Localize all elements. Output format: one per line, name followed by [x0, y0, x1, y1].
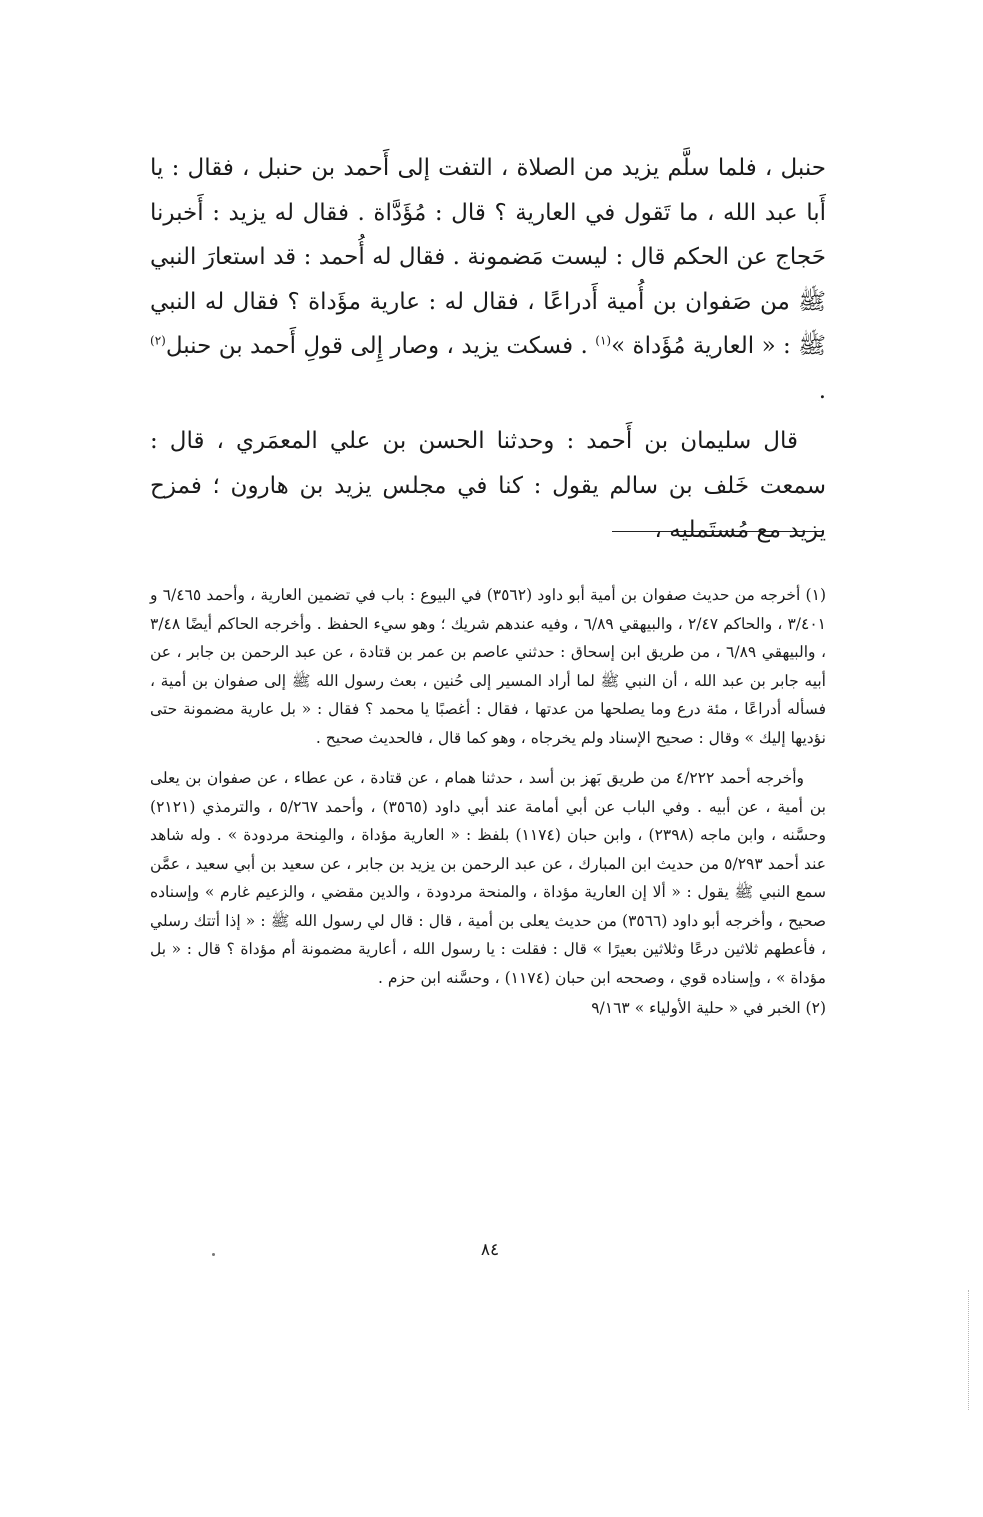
- page-number: ٨٤: [480, 1240, 500, 1260]
- footnote-separator: [612, 531, 822, 532]
- footnote-1-continued: وأخرجه أحمد ٤/٢٢٢ من طريق بَهز بن أسد ، حدثنا همام ، عن قتادة ، عن عطاء ، عن صفوان بن يعلى بن أمية ، عن أبيه . وفي الباب عن أبي أمامة عند أبي داود (٣٥٦٥) ، وأحمد ٥/٢٦٧ ، والترمذي (٢١٢١) وحسَّنه ، وابن ماجه (٢٣٩٨) ، وابن حبان (١١٧٤) بلفظ : « العارية مؤداة ، والمِنحة مردودة » . وله شاهد عند أحمد ٥/٢٩٣ من حديث ابن المبارك ، عن عبد الرحمن بن يزيد بن جابر ، عن سعيد بن أبي سعيد ، عمَّن سمع النبي ﷺ يقول : « ألا إن العارية مؤداة ، والمنحة مردودة ، والدين مقضي ، والزعيم غارم » وإسناده صحيح ، وأخرجه أبو داود (٣٥٦٦) من حديث يعلى بن أمية ، قال : قال لي رسول الله ﷺ : « إذا أتتك رسلي ، فأعطهم ثلاثين درعًا وثلاثين بعيرًا » قال : فقلت : يا رسول الله ، أعارية مضمونة أم مؤداة ؟ قال : « بل مؤداة » ، وإسناده قوي ، وصححه ابن حبان (١١٧٤) ، وحسَّنه ابن حزم .: [150, 769, 827, 987]
- main-paragraph-1: [150, 146, 826, 413]
- footnotes: [150, 581, 826, 1023]
- scan-edge-mark: [968, 1290, 969, 1410]
- footnote-ref-1: (١): [595, 333, 612, 348]
- footnote-2: (٢) الخبر في « حلية الأولياء » ٩/١٦٣: [591, 999, 826, 1017]
- scan-speck: [212, 1253, 215, 1256]
- footnote-1: (١) أخرجه من حديث صفوان بن أمية أبو داود (٣٥٦٢) في البيوع : باب في تضمين العارية ، وأحمد ٦/٤٦٥ و ٣/٤٠١ ، والحاكم ٢/٤٧ ، والبيهقي ٦/٨٩ ، وفيه عندهم شريك ؛ وهو سيء الحفظ . وأخرجه الحاكم أيضًا ٣/٤٨ ، والبيهقي ٦/٨٩ ، من طريق ابن إسحاق : حدثني عاصم بن عمر بن قتادة ، عن عبد الرحمن بن جابر ، عن أبيه جابر بن عبد الله ، أن النبي ﷺ لما أراد المسير إلى حُنين ، بعث رسول الله ﷺ إلى صفوان بن أمية ، فسأله أدراعًا ، مئة درع وما يصلحها من عدتها ، فقال : أغصبًا يا محمد ؟ فقال : « بل عارية مضمونة حتى نؤديها إليك » وقال : صحيح الإسناد ولم يخرجاه ، وهو كما قال ، فالحديث صحيح .: [150, 586, 826, 747]
- main-paragraph-2: قال سليمان بن أَحمد : وحدثنا الحسن بن علي المعمَري ، قال : سمعت خَلف بن سالم يقول : كنا في مجلس يزيد بن هارون ؛ فمزح يزيد مع مُستَمليه ،: [150, 428, 826, 543]
- footnote-ref-2: (٢): [150, 333, 166, 348]
- paragraph-text-continued: . فسكت يزيد ، وصار إِلى قولِ أَحمد بن حنبل: [165, 333, 596, 359]
- paragraph-end: .: [818, 377, 826, 404]
- main-text: [150, 146, 826, 553]
- paragraph-text: حنبل ، فلما سلَّم يزيد من الصلاة ، التفت إلى أَحمد بن حنبل ، فقال : يا أَبا عبد الله ، ما تَقول في العارية ؟ قال : مُؤَدَّاة . فقال له يزيد : أَخبرنا حَجاج عن الحكم قال : ليست مَضمونة . فقال له أُحمد : قد استعارَ النبي ﷺ من صَفوان بن أُمية أَدراعًا ، فقال له : عارية مؤَداة ؟ فقال له النبي ﷺ : « العارية مُؤَداة »: [150, 155, 826, 359]
